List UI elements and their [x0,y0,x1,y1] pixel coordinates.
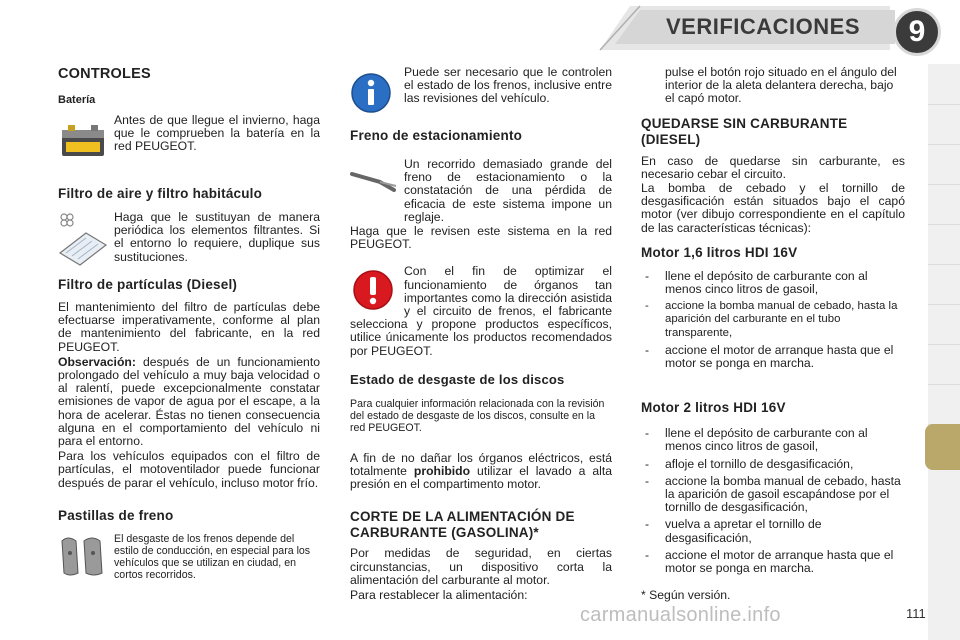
air-filter-icon [58,211,110,267]
list-item: - accione el motor de arranque hasta que el motor se ponga en marcha. [645,342,894,371]
quedarse-paragraph-2: La bomba de cebado y el tornillo de desgasificación están situados bajo el capó motor (ver dibujo correspondiente en el capítulo de las características técnicas): [641,181,905,235]
list-item: - llene el depósito de carburante con al menos cinco litros de gasoil, [645,268,868,297]
freno-estac-paragraph-2: Haga que le revisen este sistema en la red PEUGEOT. [350,224,612,252]
list-item: - llene el depósito de carburante con al menos cinco litros de gasoil, [645,426,868,454]
edge-tab [928,384,960,425]
column-right [641,62,905,602]
corte-paragraph-2: Para restablecer la alimentación: [350,588,528,603]
particulas-observacion [58,356,320,448]
edge-tab [928,184,960,225]
page-title: VERIFICACIONES [665,14,860,39]
edge-tab [928,64,960,105]
corte-paragraph-1: Por medidas de seguridad, en ciertas circunstancias, un dispositivo corta la alimentación del carburante al motor. [350,546,612,587]
info-icon [350,72,392,114]
chapter-tab-strip [928,64,960,640]
filtro-aire-text: Haga que le sustituyan de manera periódica los elementos filtrantes. Si el entorno lo requiere, duplique sus sustituciones. [114,210,320,264]
heading-filtro-aire: Filtro de aire y filtro habitáculo [58,186,263,201]
warning-text: Con el fin de optimizar el funcionamiento de órganos tan importantes como la dirección asistida y el circuito de frenos, el fabricante selecciona y propone productos específicos, utilice únicamente los productos recomendados por PEUGEOT. [350,264,612,358]
list-item: - accione la bomba manual de cebado, hasta la aparición del carburante en el tubo transparente, [645,300,898,339]
info-text: Puede ser necesario que le controlen el estado de los frenos, inclusive entre las revisiones del vehículo. [404,65,612,106]
heading-pastillas: Pastillas de freno [58,507,174,523]
page-number: 111 [906,606,926,621]
column-left [58,62,320,581]
pulse-text: pulse el botón rojo situado en el ángulo del interior de la aleta delantera derecha, bajo el capó motor. [665,65,897,106]
bateria-text: Antes de que llegue el invierno, haga que le comprueben la batería en la red PEUGEOT. [114,113,320,154]
edge-tab [928,144,960,185]
section-heading-controles: CONTROLES [58,66,151,82]
particulas-paragraph-1: El mantenimiento del filtro de partículas debe efectuarse imperativamente, conforme al plan de mantenimiento del fabricante, en la red PEUGEOT. [58,300,320,354]
chapter-number-badge: 9 [893,8,941,56]
heading-motor-16: Motor 1,6 litros HDI 16V [641,244,798,260]
discos-text: Para cualquier información relacionada con la revisión del estado de desgaste de los discos, consulte en la red PEUGEOT. [350,397,605,434]
freno-estac-text: Un recorrido demasiado grande del freno de estacionamiento o la constatación de una pérdida de eficacia de este sistema impone un reglaje. [404,157,612,224]
lavado-text: A fin de no dañar los órganos eléctricos, está totalmente prohibido utilizar el lavado a alta presión en el compartimento motor. [350,450,612,492]
active-chapter-tab [925,424,960,470]
motor-2-steps [641,427,905,575]
pastillas-text: El desgaste de los frenos depende del estilo de conducción, en especial para los vehículos que se utilizan en ciudad, en cortos recorridos. [114,532,311,581]
quedarse-paragraph-1: En caso de quedarse sin carburante, es necesario cebar el circuito. [641,153,905,181]
edge-tab [928,104,960,145]
list-item: - afloje el tornillo de desgasificación, [645,456,854,471]
edge-tab [928,344,960,385]
observacion-text: después de un funcionamiento prolongado del vehículo a muy baja velocidad o al ralentí, puede excepcionalmente constatar emisiones de vapor de agua por el escape, a la hora de acelerar. Éstas no tienen consecuencia alguna en el comportamiento del vehículo ni para el entorno. [58,354,320,449]
watermark: carmanualsonline.info [580,604,781,626]
column-middle [350,62,612,602]
heading-filtro-particulas: Filtro de partículas (Diesel) [58,277,238,292]
heading-discos: Estado de desgaste de los discos [350,371,565,387]
edge-tab [928,304,960,345]
edge-tab [928,224,960,265]
subheading-bateria: Batería [58,94,96,106]
edge-tab [928,264,960,305]
particulas-paragraph-3: Para los vehículos equipados con el filtro de partículas, el motoventilador puede funcionar después de parar el vehículo, incluso motor frío. [58,449,320,490]
battery-icon [58,120,110,160]
heading-quedarse-sin-carburante: QUEDARSE SIN CARBURANTE (DIESEL) [641,115,848,147]
handbrake-icon [350,164,400,200]
list-item: - accione la bomba manual de cebado, hasta la aparición de gasoil escapándose por el tornillo de desgasificación, [645,473,901,515]
footnote: * Según versión. [641,588,731,603]
heading-corte-alimentacion: CORTE DE LA ALIMENTACIÓN DE CARBURANTE (GASOLINA)* [350,509,575,541]
motor-16-steps [641,270,905,370]
observacion-label: Observación: [58,354,136,369]
heading-freno-estacionamiento: Freno de estacionamiento [350,128,523,143]
warning-icon [352,269,394,311]
list-item: - vuelva a apretar el tornillo de desgasificación, [645,517,822,545]
list-item: - accione el motor de arranque hasta que el motor se ponga en marcha. [645,547,894,576]
heading-motor-2: Motor 2 litros HDI 16V [641,400,786,416]
brake-pads-icon [58,533,110,579]
